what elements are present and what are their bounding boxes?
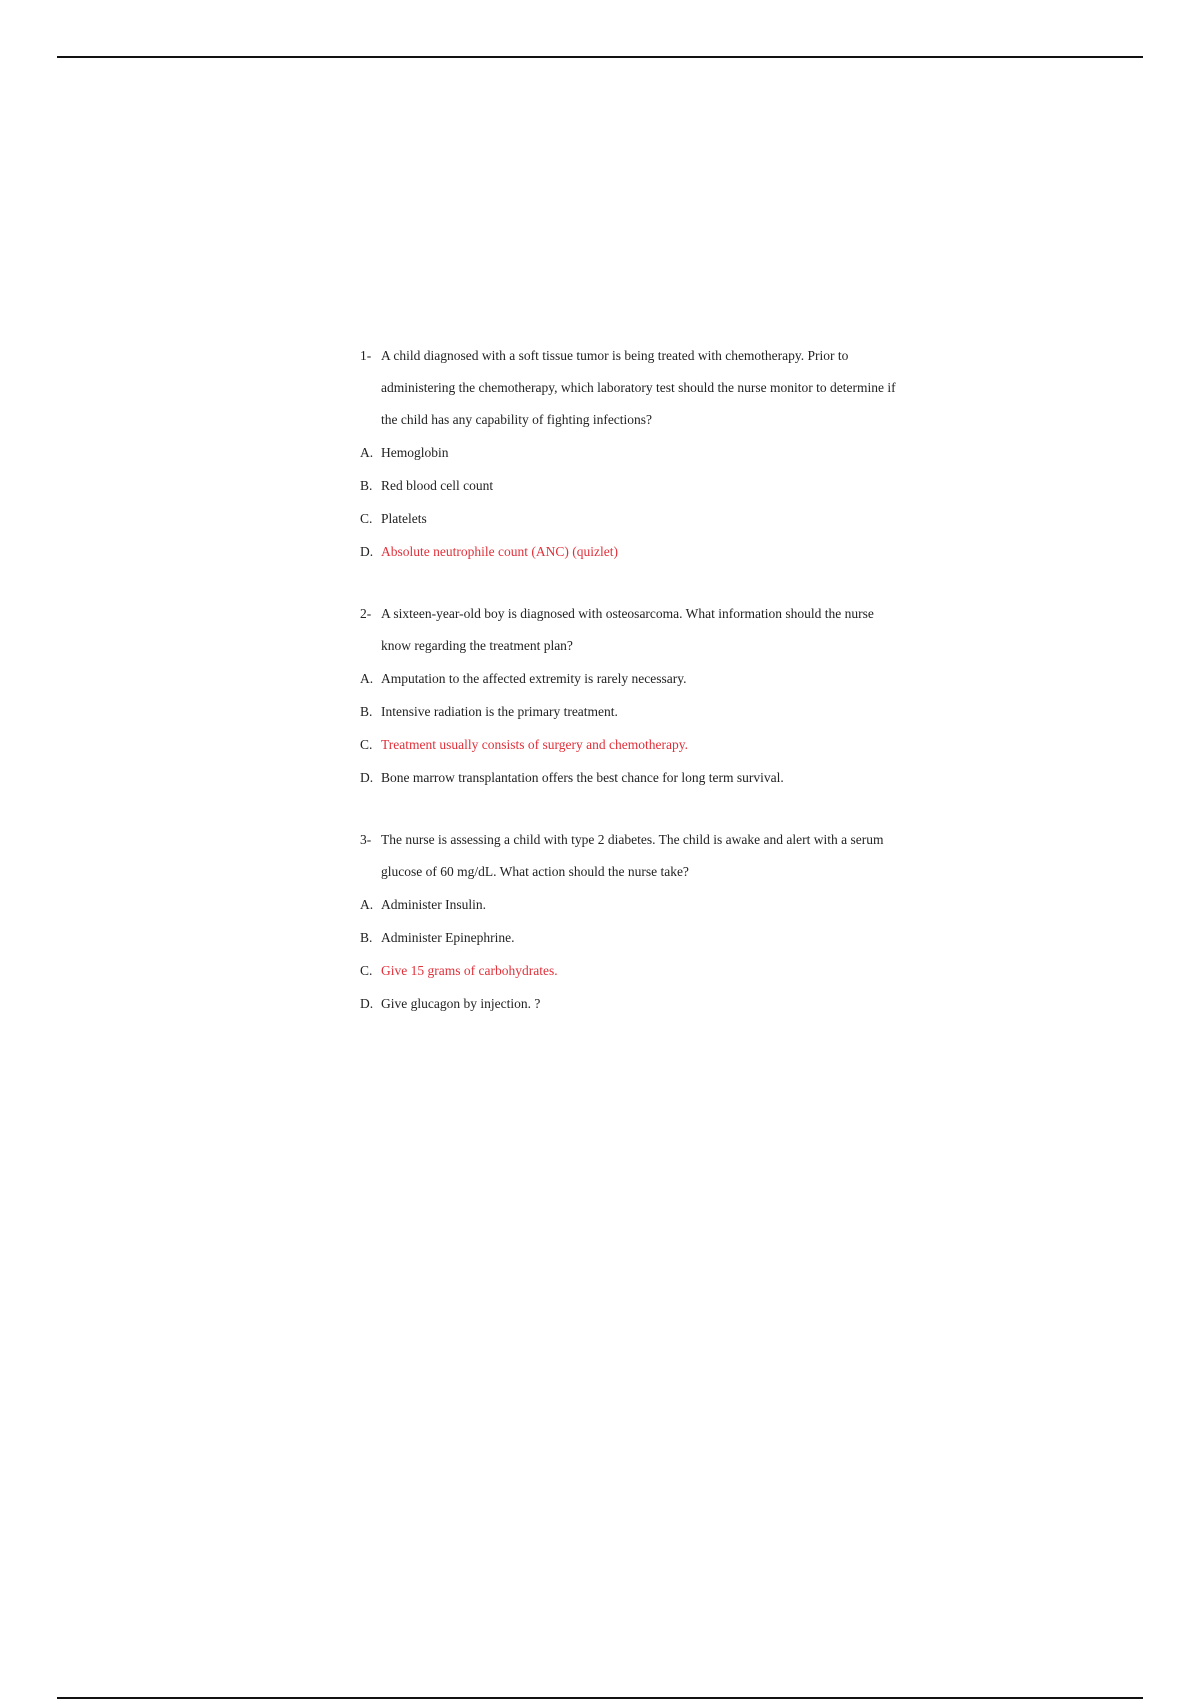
option-letter: B.: [360, 930, 373, 945]
option-text: Absolute neutrophile count (ANC) (quizlet): [381, 544, 618, 559]
question-number: 3-: [360, 832, 372, 847]
option-text: Platelets: [381, 511, 427, 526]
option-text: Give glucagon by injection. ?: [381, 996, 541, 1011]
question-text: A child diagnosed with a soft tissue tumor is being treated with chemotherapy. Prior to administering the chemotherapy, which laboratory test should the nurse monitor to determine if the child has any capability of fighting infections?: [381, 348, 896, 427]
answer-option: [360, 695, 900, 728]
answer-option: [360, 987, 900, 1020]
option-text: Intensive radiation is the primary treatment.: [381, 704, 618, 719]
question-1: [360, 340, 900, 568]
option-letter: A.: [360, 445, 374, 460]
option-letter: B.: [360, 704, 373, 719]
option-text: Administer Insulin.: [381, 897, 486, 912]
question-stem: [360, 824, 900, 888]
correct-answer-option: [360, 728, 900, 761]
answer-option: [360, 662, 900, 695]
question-number: 2-: [360, 606, 372, 621]
option-letter: C.: [360, 511, 373, 526]
answer-option: [360, 761, 900, 794]
question-number: 1-: [360, 348, 372, 363]
correct-answer-option: [360, 535, 900, 568]
correct-answer-option: [360, 954, 900, 987]
option-text: Treatment usually consists of surgery and chemotherapy.: [381, 737, 688, 752]
footer-rule: [57, 1697, 1143, 1699]
answer-option: [360, 921, 900, 954]
option-letter: C.: [360, 963, 373, 978]
option-letter: A.: [360, 671, 374, 686]
option-letter: A.: [360, 897, 374, 912]
question-stem: [360, 340, 900, 436]
option-text: Red blood cell count: [381, 478, 494, 493]
question-text: The nurse is assessing a child with type 2 diabetes. The child is awake and alert with a serum glucose of 60 mg/dL. What action should the nurse take?: [381, 832, 884, 879]
option-text: Give 15 grams of carbohydrates.: [381, 963, 558, 978]
answer-option: [360, 469, 900, 502]
option-text: Administer Epinephrine.: [381, 930, 515, 945]
option-letter: D.: [360, 996, 374, 1011]
option-letter: B.: [360, 478, 373, 493]
option-letter: D.: [360, 770, 374, 785]
question-2: [360, 598, 900, 794]
document-body: [360, 340, 900, 1020]
option-letter: D.: [360, 544, 374, 559]
answer-option: [360, 436, 900, 469]
answer-option: [360, 888, 900, 921]
question-3: [360, 824, 900, 1020]
header-rule: [57, 56, 1143, 58]
option-text: Bone marrow transplantation offers the best chance for long term survival.: [381, 770, 784, 785]
question-stem: [360, 598, 900, 662]
option-text: Hemoglobin: [381, 445, 449, 460]
option-text: Amputation to the affected extremity is rarely necessary.: [381, 671, 687, 686]
question-text: A sixteen-year-old boy is diagnosed with osteosarcoma. What information should the nurse know regarding the treatment plan?: [381, 606, 874, 653]
option-letter: C.: [360, 737, 373, 752]
answer-option: [360, 502, 900, 535]
